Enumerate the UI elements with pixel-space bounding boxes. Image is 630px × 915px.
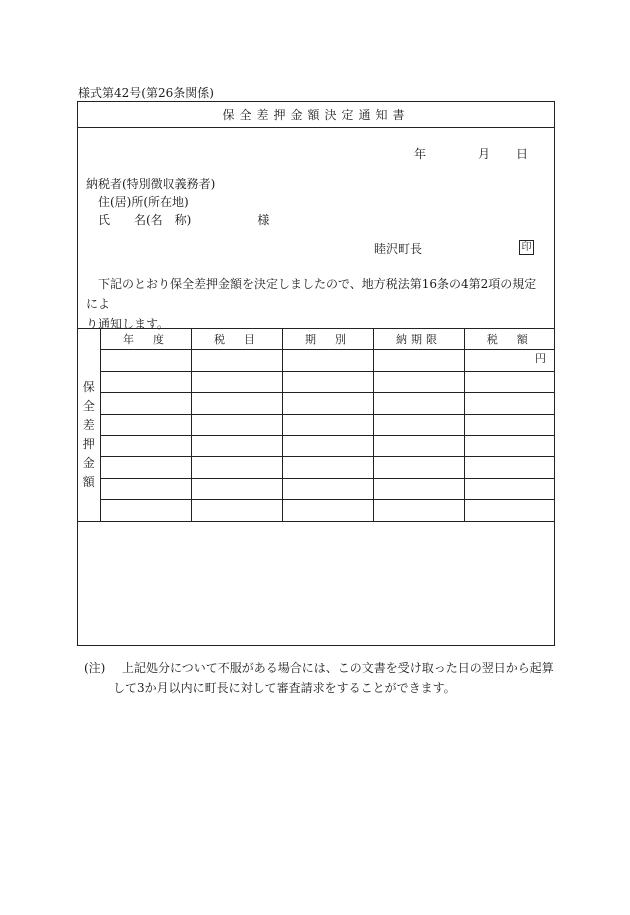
notice-body	[86, 274, 548, 334]
note-line-1: 上記処分について不服がある場合には、この文書を受け取った日の翌日から起算	[122, 661, 554, 675]
honorific: 様	[257, 213, 270, 227]
date-day-label: 日	[515, 147, 528, 161]
cell-period	[282, 350, 373, 371]
table-row	[78, 393, 554, 414]
table-row	[78, 371, 554, 392]
document-title: 保全差押金額決定通知書	[78, 102, 554, 128]
col-period: 期 別	[282, 329, 373, 350]
table-row	[78, 457, 554, 478]
amount-table	[78, 328, 554, 522]
side-label: 保 全 差 押 金 額	[78, 329, 100, 522]
issuer-name: 睦沢町長	[374, 242, 423, 256]
addressee-block	[86, 175, 269, 229]
taxpayer-heading: 納税者(特別徴収義務者)	[86, 177, 216, 191]
table-row	[78, 500, 554, 521]
body-line-2: り通知します。	[86, 317, 170, 331]
col-fiscal-year: 年 度	[100, 329, 191, 350]
table-row	[78, 414, 554, 435]
name-row	[86, 211, 269, 229]
body-line-1: 下記のとおり保全差押金額を決定しましたので、地方税法第16条の4第2項の規定によ	[86, 277, 537, 311]
seal-mark: 印	[519, 240, 534, 255]
cell-fiscal-year	[100, 350, 191, 371]
col-tax-item: 税 目	[191, 329, 282, 350]
name-label: 氏 名(名 称)	[98, 213, 192, 227]
cell-due-date	[373, 350, 464, 371]
date-year-label: 年	[413, 147, 426, 161]
cell-tax-item	[191, 350, 282, 371]
note-label: (注)	[84, 661, 106, 675]
cell-tax-amount-unit: 円	[464, 350, 554, 371]
appeal-note	[84, 658, 554, 698]
date-line	[414, 145, 528, 162]
note-line-2: して3か月以内に町長に対して審査請求をすることができます。	[113, 681, 456, 695]
table-row	[78, 435, 554, 456]
form-number: 様式第42号(第26条関係)	[78, 86, 214, 100]
col-tax-amount: 税 額	[464, 329, 554, 350]
date-month-label: 月	[477, 147, 490, 161]
col-due-date: 納期限	[373, 329, 464, 350]
table-row	[78, 478, 554, 499]
table-header-row	[78, 329, 554, 350]
notice-form	[77, 101, 555, 646]
table-row	[78, 350, 554, 371]
address-label: 住(居)所(所在地)	[98, 195, 189, 209]
